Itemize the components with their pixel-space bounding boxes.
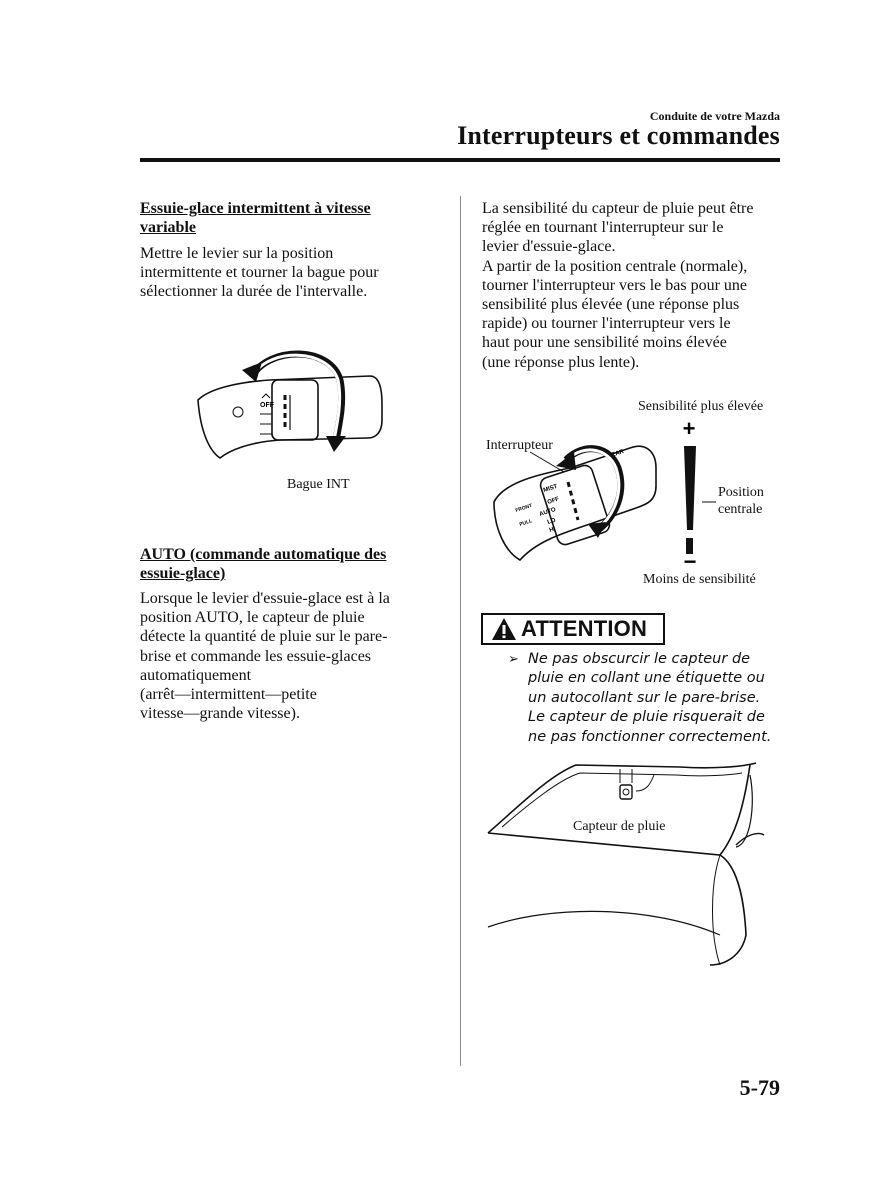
text-line: brise et commande les essuie-glaces [140,647,372,665]
column-divider [460,196,461,1066]
heading-line: Essuie-glace intermittent à vitesse [140,200,371,217]
leader-line [530,452,564,472]
bullet-arrow-icon: ➢ [508,652,519,667]
page-title: Interrupteurs et commandes [457,121,780,150]
text-line: A partir de la position centrale (normale), [482,257,748,275]
text-line: automatiquement [140,666,252,684]
switch-label-off: OFF [260,402,274,409]
switch-label-rear: REAR [606,448,625,460]
switch-label-mist: MIST [542,483,559,494]
section-label: Conduite de votre Mazda [649,109,780,123]
minus-sign: − [683,549,697,572]
attention-label: ATTENTION [521,616,648,641]
text-line: réglée en tournant l'interrupteur sur le [482,219,724,237]
switch-label-front: FRONT [514,502,534,514]
text-line: position AUTO, le capteur de pluie [140,609,365,627]
windshield-illustration [480,755,765,970]
attention-text [528,650,798,747]
text-line: (arrêt—intermittent—petite [140,686,317,704]
label-switch: Interrupteur [486,438,553,453]
heading-line: variable [140,219,196,236]
text-line: rapide) ou tourner l'interrupteur vers le [482,315,731,333]
switch-label-off: OFF [546,496,561,506]
warning-line: pluie en collant une étiquette ou [528,670,765,687]
switch-label-hi: HI [548,526,557,534]
rotation-arrow-icon [556,452,576,470]
switch-label-auto: AUTO [538,506,557,518]
section-heading-intermittent [140,199,371,237]
heading-line: essuie-glace) [140,565,226,582]
page-number: 5-79 [739,1075,780,1100]
text-line: tourner l'interrupteur vers le bas pour une [482,276,748,294]
text-line: intermittente et tourner la bague pour [140,264,379,282]
text-line: Mettre le levier sur la position [140,245,334,262]
sensitivity-switch-illustration [480,412,740,572]
text-line: vitesse—grande vitesse). [140,705,300,723]
sensitivity-scale [684,446,696,530]
rotation-arrow-icon [326,436,346,452]
figure-caption: Capteur de pluie [573,819,666,834]
text-line: (une réponse plus lente). [482,353,640,371]
label-lower-sensitivity: Moins de sensibilité [643,572,756,587]
label-line: centrale [718,502,763,517]
attention-box [481,613,665,645]
rotation-arrow-icon [242,362,262,382]
text-line: haut pour une sensibilité moins élevée [482,334,727,352]
section-heading-auto [140,545,386,583]
warning-triangle-icon [491,617,517,641]
warning-line: un autocollant sur le pare-brise. [528,689,761,706]
figure-caption: Bague INT [287,477,350,492]
text-line: sensibilité plus élevée (une réponse plus [482,296,740,314]
heading-line: AUTO (commande automatique des [140,546,387,563]
label-line: Position [718,485,764,500]
warning-line: Le capteur de pluie risquerait de [528,709,765,726]
text-line: Lorsque le levier d'essuie-glace est à la [140,590,390,607]
paragraph-sensitivity [482,199,753,372]
plus-sign: + [682,416,696,441]
switch-label-pull: PULL [518,518,534,528]
label-higher-sensitivity: Sensibilité plus élevée [638,399,764,414]
wiper-icon [233,407,243,417]
text-line: sélectionner la durée de l'intervalle. [140,283,368,301]
rain-sensor-icon [620,785,632,799]
warning-line: ne pas fonctionner correctement. [528,728,772,745]
switch-label-lo: LO [546,517,557,526]
text-line: détecte la quantité de pluie sur le pare- [140,628,388,646]
paragraph-intermittent [140,244,379,302]
header-rule [140,158,780,162]
paragraph-auto [140,589,390,723]
text-line: levier d'essuie-glace. [482,238,616,256]
text-line: La sensibilité du capteur de pluie peut être [482,200,754,217]
warning-line: Ne pas obscurcir le capteur de [528,651,751,667]
